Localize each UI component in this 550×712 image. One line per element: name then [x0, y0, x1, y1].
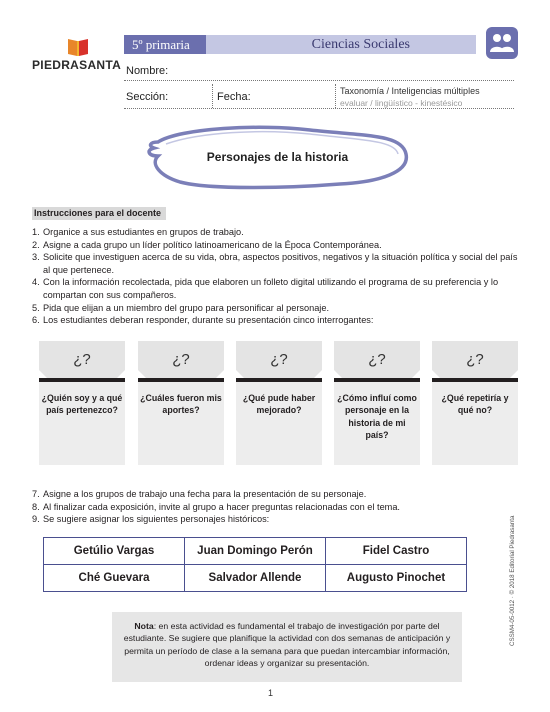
question-text: ¿Qué repetiría y qué no?: [441, 393, 509, 416]
question-mark-icon: ¿?: [270, 351, 288, 368]
list-item: 8. Al finalizar cada exposición, invite al grupo a hacer preguntas relacionadas con el tema.: [32, 501, 400, 512]
question-mark-icon: ¿?: [368, 351, 386, 368]
name-field-line[interactable]: [124, 80, 514, 81]
taxonomy-detail: evaluar / lingüístico - kinestésico: [340, 98, 463, 108]
question-card: [234, 340, 324, 466]
question-card: [430, 340, 520, 466]
people-group-icon: [486, 27, 518, 59]
characters-table: [43, 537, 467, 592]
table-row: [44, 538, 467, 565]
name-label: Nombre:: [126, 65, 169, 77]
question-text: ¿Cómo influí como personaje en la historia de mi país?: [337, 393, 417, 441]
list-item: 3. Solicite que investiguen acerca de su vida, obra, aspectos positivos, negativos y la situación política y social del país al que pertenece.: [32, 252, 518, 275]
list-item: 2. Asigne a cada grupo un líder político latinoamericano de la Época Contemporánea.: [32, 239, 382, 250]
question-text: ¿Qué pude haber mejorado?: [242, 393, 316, 416]
table-cell: Augusto Pinochet: [326, 565, 467, 592]
question-mark-icon: ¿?: [172, 351, 190, 368]
question-text: ¿Cuáles fueron mis aportes?: [140, 393, 222, 416]
note-label: Nota: [134, 621, 154, 631]
list-item: 5. Pida que elijan a un miembro del grupo para personificar al personaje.: [32, 302, 330, 313]
question-mark-icon: ¿?: [73, 351, 91, 368]
list-item: 4. Con la información recolectada, pida que elaboren un folleto digital utilizando el programa de su preferencia y lo compartan con sus compañeros.: [32, 277, 499, 300]
book-logo-icon: [66, 35, 90, 57]
note-text: : en esta actividad es fundamental el trabajo de investigación por parte del estudiante. Se sugiere que planifique la actividad con dos semanas de anticipación y permita un período de clase a la semana para que puedan intercambiar información, ordenar ideas y organizar su presentación.: [123, 621, 451, 669]
question-card: [37, 340, 127, 466]
subject-label: Ciencias Sociales: [206, 35, 476, 54]
field-divider: [212, 84, 213, 108]
note-box: [112, 612, 462, 682]
question-card: [136, 340, 226, 466]
section-label: Sección:: [126, 91, 169, 103]
table-cell: Fidel Castro: [326, 538, 467, 565]
question-card: [332, 340, 422, 466]
list-item: 9. Se sugiere asignar los siguientes personajes históricos:: [32, 514, 270, 525]
section-field-line: [124, 108, 514, 109]
page-title: Personajes de la historia: [206, 150, 349, 164]
page-number: 1: [268, 688, 274, 698]
list-item: 1. Organice a sus estudiantes en grupos de trabajo.: [32, 227, 244, 237]
taxonomy-label: Taxonomía / Inteligencias múltiples: [340, 86, 480, 96]
copyright-vertical-text: CSSM4-05-0012 · © 2018 Editorial Piedrasanta: [509, 515, 516, 646]
date-label: Fecha:: [217, 91, 251, 103]
field-divider: [335, 84, 336, 108]
table-cell: Salvador Allende: [185, 565, 326, 592]
instructions-heading: Instrucciones para el docente: [32, 207, 166, 220]
list-item: 6. Los estudiantes deberan responder, durante su presentación cinco interrogantes:: [32, 315, 374, 326]
table-cell: Getúlio Vargas: [44, 538, 185, 565]
table-cell: Ché Guevara: [44, 565, 185, 592]
question-text: ¿Quién soy y a qué país pertenezco?: [41, 393, 123, 416]
table-row: [44, 565, 467, 592]
table-cell: Juan Domingo Perón: [185, 538, 326, 565]
instructions-list: [32, 226, 522, 327]
question-mark-icon: ¿?: [466, 351, 484, 368]
list-item: 7. Asigne a los grupos de trabajo una fecha para la presentación de su personaje.: [32, 489, 367, 499]
grade-label: 5º primaria: [124, 35, 206, 54]
instructions-list-continued: [32, 488, 522, 526]
brand-logo-text: PIEDRASANTA: [32, 58, 122, 72]
